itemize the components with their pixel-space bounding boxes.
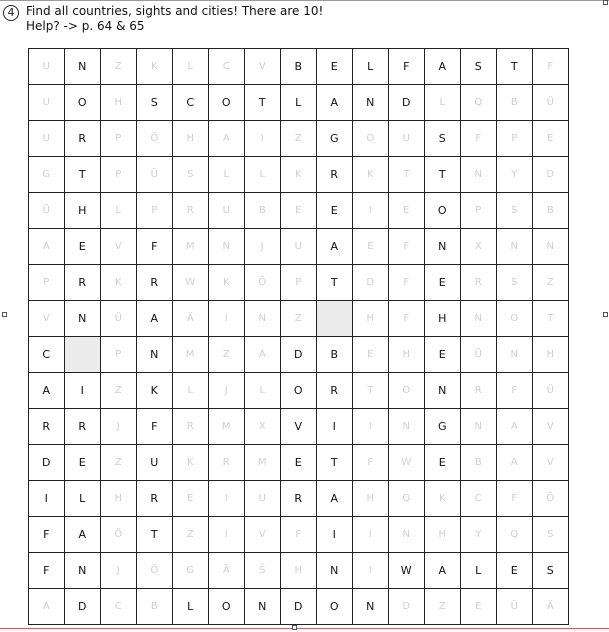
grid-cell: F [137,229,173,265]
grid-cell: N [497,229,533,265]
grid-cell: G [173,553,209,589]
grid-cell: P [497,121,533,157]
grid-cell: H [65,193,101,229]
grid-cell: E [317,193,353,229]
grid-cell: V [245,517,281,553]
grid-cell: R [461,373,497,409]
grid-cell: Z [101,445,137,481]
grid-cell: O [281,373,317,409]
grid-cell: I [317,517,353,553]
grid-cell: P [461,193,497,229]
grid-cell: F [281,517,317,553]
grid-cell: C [209,49,245,85]
grid-cell: O [209,85,245,121]
grid-cell: Q [389,481,425,517]
grid-cell: T [137,517,173,553]
grid-cell: Ü [461,337,497,373]
grid-cell: P [101,121,137,157]
grid-cell: N [65,301,101,337]
grid-cell: K [425,481,461,517]
task-number-badge: 4 [3,5,19,21]
grid-cell: K [173,445,209,481]
grid-cell: V [245,49,281,85]
grid-cell: A [497,445,533,481]
task-instruction: Find all countries, sights and cities! There are 10! [26,4,324,18]
grid-cell: L [461,553,497,589]
grid-cell: Z [101,373,137,409]
grid-cell: Y [461,517,497,553]
grid-cell: K [209,265,245,301]
grid-cell: M [173,337,209,373]
grid-cell: E [497,553,533,589]
grid-cell: N [425,229,461,265]
grid-cell: C [461,481,497,517]
grid-cell: H [425,517,461,553]
grid-cell: A [497,409,533,445]
grid-cell: P [137,193,173,229]
grid-cell: S [137,85,173,121]
grid-cell: N [389,517,425,553]
grid-cell: F [29,553,65,589]
grid-cell: O [425,193,461,229]
grid-cell: P [101,337,137,373]
grid-cell: F [389,49,425,85]
grid-cell: F [29,517,65,553]
grid-cell: N [245,589,281,625]
grid-cell: H [353,301,389,337]
grid-cell: H [425,301,461,337]
grid-cell: H [389,337,425,373]
grid-cell: A [29,589,65,625]
grid-cell: I [209,517,245,553]
grid-cell: D [281,337,317,373]
grid-cell: L [353,49,389,85]
grid-cell: L [245,157,281,193]
grid-cell: L [65,481,101,517]
grid-cell: E [173,481,209,517]
resize-handle-right[interactable] [603,312,608,317]
grid-cell: G [317,121,353,157]
grid-cell: B [281,49,317,85]
grid-cell: E [425,337,461,373]
grid-cell: N [353,589,389,625]
word-search-grid [28,48,569,625]
grid-cell: G [425,409,461,445]
grid-cell: F [461,121,497,157]
grid-cell: R [65,265,101,301]
grid-cell: D [65,589,101,625]
grid-cell: R [65,409,101,445]
grid-cell: D [29,445,65,481]
grid-cell: G [29,157,65,193]
grid-cell: J [101,553,137,589]
grid-cell: Q [461,85,497,121]
grid-cell: R [461,265,497,301]
document-frame-bottom [0,628,609,629]
grid-cell: P [29,265,65,301]
grid-cell: X [461,229,497,265]
grid-cell: V [29,301,65,337]
grid-cell: N [209,229,245,265]
grid-cell: I [209,301,245,337]
grid-cell: R [317,373,353,409]
grid-cell: L [281,85,317,121]
grid-cell: Q [497,517,533,553]
grid-cell: N [245,301,281,337]
resize-handle-top-right[interactable] [603,0,608,5]
grid-cell: Z [281,301,317,337]
grid-cell: U [209,193,245,229]
grid-cell: U [29,85,65,121]
grid-cell: E [65,229,101,265]
grid-cell: Ü [137,157,173,193]
resize-handle-bottom[interactable] [292,625,297,630]
grid-cell: I [29,481,65,517]
grid-cell: R [209,445,245,481]
grid-cell: M [245,445,281,481]
grid-cell: W [389,445,425,481]
grid-cell: C [101,589,137,625]
grid-cell: E [317,49,353,85]
grid-cell: U [29,121,65,157]
grid-cell: Ö [137,121,173,157]
grid-cell: D [281,589,317,625]
grid-cell: Z [425,589,461,625]
grid-cell: A [425,49,461,85]
grid-cell: T [65,157,101,193]
grid-cell: D [533,157,569,193]
grid-cell: B [533,193,569,229]
grid-cell: R [29,409,65,445]
grid-cell: U [245,481,281,517]
grid-cell: V [533,409,569,445]
grid-cell: N [497,337,533,373]
document-frame-top [0,0,609,1]
grid-cell: U [281,229,317,265]
grid-cell: A [65,517,101,553]
grid-cell: N [317,553,353,589]
grid-cell [317,301,353,337]
grid-cell: S [425,121,461,157]
grid-cell: O [389,373,425,409]
grid-cell: E [281,445,317,481]
grid-cell: S [461,49,497,85]
grid-cell: T [497,49,533,85]
grid-cell: Ü [101,301,137,337]
grid-cell: Ö [137,553,173,589]
grid-cell: R [137,481,173,517]
grid-cell: J [245,229,281,265]
grid-cell: E [353,337,389,373]
resize-handle-left[interactable] [2,312,7,317]
grid-cell: Z [173,517,209,553]
grid-cell: W [173,265,209,301]
grid-cell: Z [281,121,317,157]
grid-cell: B [461,445,497,481]
grid-cell: I [317,409,353,445]
grid-cell: L [245,373,281,409]
grid-cell: L [173,373,209,409]
grid-cell: S [533,517,569,553]
grid-cell: O [209,589,245,625]
grid-cell: M [173,229,209,265]
grid-cell: Z [533,265,569,301]
grid-cell: L [173,589,209,625]
grid-cell: O [353,121,389,157]
grid-cell: Ä [533,589,569,625]
grid-cell: H [353,481,389,517]
grid-cell: N [353,85,389,121]
grid-cell: U [137,445,173,481]
grid-cell: B [317,337,353,373]
grid-cell: N [65,553,101,589]
grid-cell: I [353,409,389,445]
grid-cell: L [209,157,245,193]
grid-cell: R [281,481,317,517]
grid-cell: Ü [497,589,533,625]
grid-cell: U [29,49,65,85]
grid-cell: M [209,409,245,445]
task-help-reference: Help? -> p. 64 & 65 [26,19,145,33]
grid-cell: I [209,481,245,517]
grid-cell: K [137,49,173,85]
grid-cell: T [245,85,281,121]
grid-cell: S [497,193,533,229]
grid-cell: A [245,337,281,373]
grid-cell: D [389,85,425,121]
grid-cell: N [461,409,497,445]
grid-cell: L [425,85,461,121]
grid-cell: Ü [533,85,569,121]
grid-cell: E [353,229,389,265]
grid-cell: T [317,445,353,481]
grid-cell: E [65,445,101,481]
grid-cell: Z [101,49,137,85]
grid-cell: O [317,589,353,625]
grid-cell: F [533,49,569,85]
grid-cell: S [173,157,209,193]
grid-cell: Y [497,157,533,193]
grid-cell: D [389,589,425,625]
grid-cell: O [497,301,533,337]
grid-cell: E [533,121,569,157]
grid-cell: F [497,481,533,517]
grid-cell: U [389,121,425,157]
grid-cell: R [65,121,101,157]
grid-cell: C [29,337,65,373]
grid-cell: H [101,85,137,121]
grid-cell: T [317,265,353,301]
grid-cell: E [425,445,461,481]
grid-cell: O [65,85,101,121]
grid-cell: L [173,49,209,85]
grid-cell: K [353,157,389,193]
grid-cell: I [353,517,389,553]
grid-cell: A [317,229,353,265]
grid-cell: K [137,373,173,409]
grid-cell: Ü [29,193,65,229]
grid-cell: A [317,85,353,121]
grid-cell: N [461,301,497,337]
grid-cell: Ö [245,265,281,301]
grid-cell: F [137,409,173,445]
grid-cell: T [533,301,569,337]
grid-cell: B [245,193,281,229]
grid-cell: F [389,265,425,301]
grid-cell: Ä [209,553,245,589]
grid-cell: F [389,301,425,337]
grid-cell: A [209,121,245,157]
grid-cell: E [461,589,497,625]
grid-cell: A [137,301,173,337]
grid-cell: T [425,157,461,193]
grid-cell: P [281,265,317,301]
grid-cell: J [209,373,245,409]
grid-cell: D [353,265,389,301]
grid-cell: H [173,121,209,157]
grid-cell: A [425,553,461,589]
grid-cell: H [533,337,569,373]
grid-cell: A [29,373,65,409]
grid-cell: W [389,553,425,589]
grid-cell: N [137,337,173,373]
grid-cell: C [173,85,209,121]
grid-cell: S [497,265,533,301]
grid-cell: Z [209,337,245,373]
grid-cell: Ä [173,301,209,337]
grid-cell: S [533,553,569,589]
grid-cell: L [101,193,137,229]
grid-cell: E [425,265,461,301]
grid-cell: A [317,481,353,517]
grid-cell: X [245,409,281,445]
grid-cell: N [65,49,101,85]
grid-cell: K [101,265,137,301]
grid-cell: I [65,373,101,409]
grid-cell: N [389,409,425,445]
grid-cell: F [389,229,425,265]
grid-cell: R [173,409,209,445]
grid-cell: I [245,121,281,157]
grid-cell: Ü [533,373,569,409]
grid-cell: B [497,85,533,121]
grid-cell: N [533,229,569,265]
grid-cell: A [29,229,65,265]
grid-cell: R [317,157,353,193]
grid-cell: F [497,373,533,409]
grid-cell: F [353,445,389,481]
grid-cell: N [425,373,461,409]
grid-cell: P [101,157,137,193]
grid-cell: E [281,193,317,229]
grid-cell [65,337,101,373]
grid-cell: K [281,157,317,193]
grid-cell: I [353,193,389,229]
grid-cell: V [533,445,569,481]
grid-cell: R [173,193,209,229]
grid-cell: Š [245,553,281,589]
grid-cell: N [461,157,497,193]
grid-cell: E [389,193,425,229]
grid-cell: R [137,265,173,301]
grid-cell: I [353,553,389,589]
grid-cell: V [281,409,317,445]
grid-cell: B [137,589,173,625]
grid-cell: Ö [101,517,137,553]
grid-cell: Ö [533,481,569,517]
grid-cell: J [101,409,137,445]
grid-cell: H [281,553,317,589]
grid-cell: T [389,157,425,193]
grid-cell: V [101,229,137,265]
grid-cell: H [101,481,137,517]
grid-cell: T [353,373,389,409]
